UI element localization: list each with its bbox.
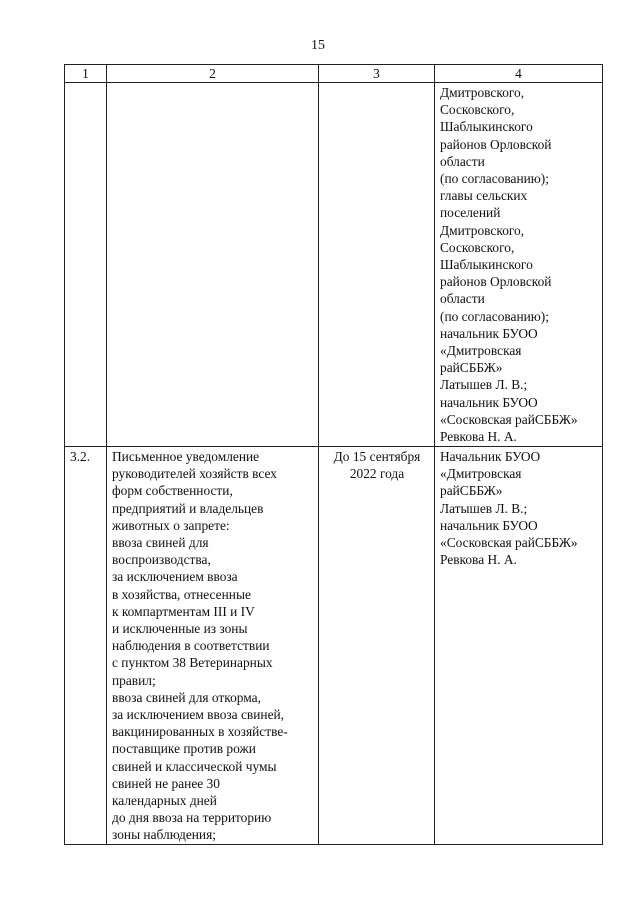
row-number-cell: 3.2. bbox=[65, 447, 107, 845]
responsible-cell: Начальник БУОО «Дмитровская райСББЖ» Латышев Л. В.; начальник БУОО «Сосковская райСББЖ» Ревкова Н. А. bbox=[435, 447, 603, 845]
column-header-3: 3 bbox=[319, 65, 435, 83]
action-cell: Письменное уведомление руководителей хозяйств всех форм собственности, предприятий и владельцев животных о запрете: ввоза свиней для воспроизводства, за исключением ввоза в хозяйства, отнесенные к компартментам III и IV и исключенные из зоны наблюдения в соответствии с пунктом 38 Ветеринарных правил; ввоза свиней для откорма, за исключением ввоза свиней, вакцинированных в хозяйстве- поставщике против рожи свиней и классической чумы свиней не ранее 30 календарных дней до дня ввоза на территорию зоны наблюдения; bbox=[107, 447, 319, 845]
page-number: 15 bbox=[311, 38, 325, 53]
deadline-cell bbox=[319, 83, 435, 447]
measures-table bbox=[64, 64, 603, 845]
table-row bbox=[65, 447, 603, 845]
column-header-2: 2 bbox=[107, 65, 319, 83]
table-row bbox=[65, 83, 603, 447]
deadline-cell: До 15 сентября 2022 года bbox=[319, 447, 435, 845]
table-header-row bbox=[65, 65, 603, 83]
responsible-cell: Дмитровского, Сосковского, Шаблыкинского районов Орловской области (по согласованию); главы сельских поселений Дмитровского, Сосковского, Шаблыкинского районов Орловской области (по согласованию); начальник БУОО «Дмитровская райСББЖ» Латышев Л. В.; начальник БУОО «Сосковская райСББЖ» Ревкова Н. А. bbox=[435, 83, 603, 447]
row-number-cell bbox=[65, 83, 107, 447]
column-header-1: 1 bbox=[65, 65, 107, 83]
column-header-4: 4 bbox=[435, 65, 603, 83]
action-cell bbox=[107, 83, 319, 447]
